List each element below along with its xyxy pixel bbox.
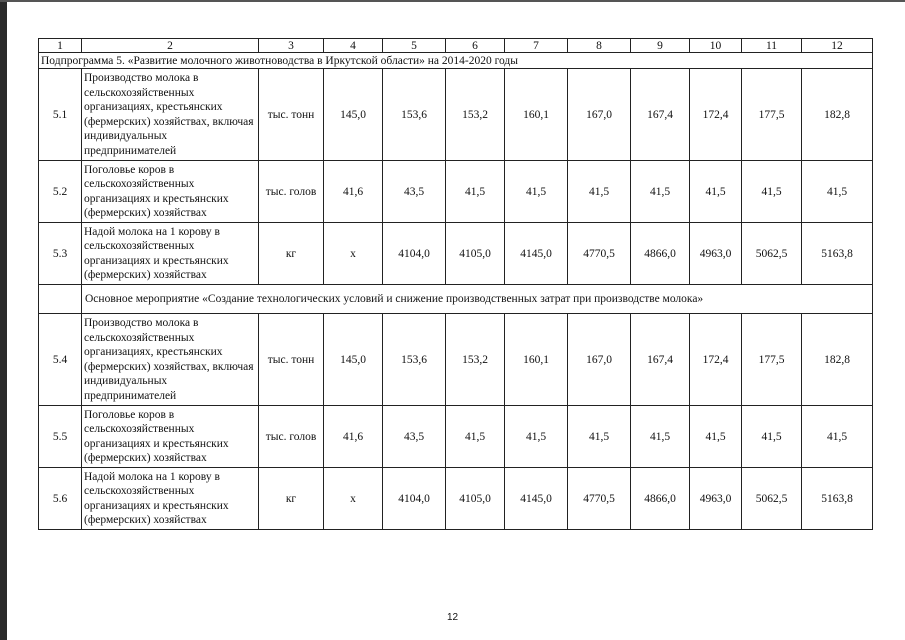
column-number: 5 (383, 39, 446, 53)
value-cell: 41,5 (505, 161, 568, 223)
column-number: 1 (39, 39, 82, 53)
value-cell: 153,2 (446, 314, 505, 406)
value-cell: 160,1 (505, 69, 568, 161)
value-cell: х (324, 468, 383, 530)
indicator-name: Надой молока на 1 корову в сельскохозяйственных организациях и крестьянских (фермерских) хозяйствах (82, 223, 259, 285)
value-cell: 43,5 (383, 161, 446, 223)
table-row (39, 406, 873, 468)
subprogram-title: Подпрограмма 5. «Развитие молочного животноводства в Иркутской области» на 2014-2020 годы (39, 53, 873, 69)
value-cell: 4770,5 (568, 468, 631, 530)
value-cell: х (324, 223, 383, 285)
column-number: 7 (505, 39, 568, 53)
column-number: 6 (446, 39, 505, 53)
column-number: 4 (324, 39, 383, 53)
value-cell: 167,4 (631, 69, 690, 161)
value-cell: 4105,0 (446, 468, 505, 530)
value-cell: 41,5 (690, 406, 742, 468)
row-number: 5.6 (39, 468, 82, 530)
main-event-row (39, 285, 873, 314)
value-cell: 4770,5 (568, 223, 631, 285)
value-cell: 167,0 (568, 69, 631, 161)
value-cell: 167,4 (631, 314, 690, 406)
scan-left-edge (0, 0, 7, 640)
table-row (39, 69, 873, 161)
value-cell: 4145,0 (505, 223, 568, 285)
value-cell: 4105,0 (446, 223, 505, 285)
value-cell: 4104,0 (383, 468, 446, 530)
subprogram-row (39, 53, 873, 69)
unit-cell: тыс. тонн (259, 314, 324, 406)
unit-cell: тыс. голов (259, 161, 324, 223)
value-cell: 41,5 (742, 406, 802, 468)
indicator-name: Поголовье коров в сельскохозяйственных организациях и крестьянских (фермерских) хозяйствах (82, 161, 259, 223)
value-cell: 41,5 (631, 406, 690, 468)
value-cell: 41,5 (505, 406, 568, 468)
row-number: 5.4 (39, 314, 82, 406)
value-cell: 41,5 (446, 161, 505, 223)
value-cell: 5062,5 (742, 468, 802, 530)
value-cell: 41,5 (631, 161, 690, 223)
value-cell: 41,5 (742, 161, 802, 223)
scan-top-edge (0, 0, 905, 2)
indicator-name: Производство молока в сельскохозяйственных организациях, крестьянских (фермерских) хозяйствах, включая индивидуальных предпринимателей (82, 69, 259, 161)
indicators-table (38, 38, 873, 530)
value-cell: 145,0 (324, 314, 383, 406)
table-row (39, 314, 873, 406)
unit-cell: кг (259, 223, 324, 285)
value-cell: 4866,0 (631, 223, 690, 285)
main-event-empty-cell (39, 285, 82, 314)
value-cell: 41,6 (324, 406, 383, 468)
main-event-title: Основное мероприятие «Создание технологических условий и снижение производственных затрат при производстве молока» (82, 285, 873, 314)
value-cell: 4963,0 (690, 223, 742, 285)
value-cell: 43,5 (383, 406, 446, 468)
indicator-name: Поголовье коров в сельскохозяйственных организациях и крестьянских (фермерских) хозяйствах (82, 406, 259, 468)
value-cell: 177,5 (742, 314, 802, 406)
column-number: 3 (259, 39, 324, 53)
value-cell: 153,6 (383, 314, 446, 406)
value-cell: 167,0 (568, 314, 631, 406)
unit-cell: кг (259, 468, 324, 530)
value-cell: 4963,0 (690, 468, 742, 530)
column-number: 12 (802, 39, 873, 53)
unit-cell: тыс. тонн (259, 69, 324, 161)
value-cell: 41,5 (802, 406, 873, 468)
value-cell: 4145,0 (505, 468, 568, 530)
table-row (39, 161, 873, 223)
value-cell: 5062,5 (742, 223, 802, 285)
indicator-name: Надой молока на 1 корову в сельскохозяйственных организациях и крестьянских (фермерских) хозяйствах (82, 468, 259, 530)
table-row (39, 223, 873, 285)
row-number: 5.3 (39, 223, 82, 285)
value-cell: 153,6 (383, 69, 446, 161)
row-number: 5.5 (39, 406, 82, 468)
unit-cell: тыс. голов (259, 406, 324, 468)
value-cell: 182,8 (802, 314, 873, 406)
column-number-row (39, 39, 873, 53)
page-number: 12 (446, 612, 459, 623)
column-number: 8 (568, 39, 631, 53)
value-cell: 153,2 (446, 69, 505, 161)
value-cell: 41,5 (568, 406, 631, 468)
row-number: 5.2 (39, 161, 82, 223)
value-cell: 5163,8 (802, 223, 873, 285)
row-number: 5.1 (39, 69, 82, 161)
value-cell: 41,6 (324, 161, 383, 223)
table-row (39, 468, 873, 530)
column-number: 2 (82, 39, 259, 53)
value-cell: 177,5 (742, 69, 802, 161)
value-cell: 41,5 (446, 406, 505, 468)
value-cell: 172,4 (690, 69, 742, 161)
value-cell: 41,5 (568, 161, 631, 223)
value-cell: 41,5 (690, 161, 742, 223)
value-cell: 41,5 (802, 161, 873, 223)
column-number: 10 (690, 39, 742, 53)
value-cell: 160,1 (505, 314, 568, 406)
column-number: 9 (631, 39, 690, 53)
value-cell: 4866,0 (631, 468, 690, 530)
value-cell: 182,8 (802, 69, 873, 161)
value-cell: 145,0 (324, 69, 383, 161)
value-cell: 172,4 (690, 314, 742, 406)
value-cell: 4104,0 (383, 223, 446, 285)
value-cell: 5163,8 (802, 468, 873, 530)
column-number: 11 (742, 39, 802, 53)
indicator-name: Производство молока в сельскохозяйственных организациях, крестьянских (фермерских) хозяйствах, включая индивидуальных предпринимателей (82, 314, 259, 406)
